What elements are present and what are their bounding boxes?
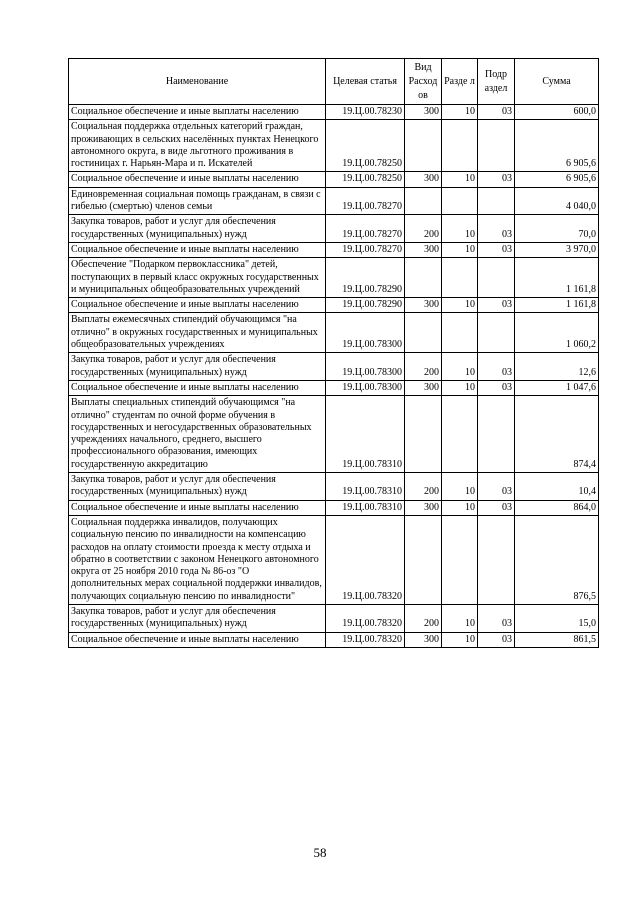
cell-target: 19.Ц.00.78300	[326, 313, 405, 353]
cell-vid: 300	[405, 298, 442, 313]
cell-sum: 1 161,8	[515, 298, 599, 313]
cell-name: Выплаты специальных стипендий обучающимся "на отлично" студентам по очной форме обучения в государственных и негосударственных образовательных учреждениях начального, среднего, высшего профессионального образования, имеющих государственную аккредитацию	[69, 396, 326, 473]
cell-razdel: 10	[442, 473, 478, 501]
cell-name: Социальное обеспечение и иные выплаты населению	[69, 298, 326, 313]
cell-vid: 300	[405, 500, 442, 515]
col-header-sum: Сумма	[515, 59, 599, 105]
cell-name: Социальное обеспечение и иные выплаты населению	[69, 632, 326, 647]
cell-razdel	[442, 515, 478, 604]
cell-razdel: 10	[442, 172, 478, 187]
cell-sum: 4 040,0	[515, 187, 599, 215]
cell-target: 19.Ц.00.78290	[326, 258, 405, 298]
cell-podrazdel: 03	[478, 215, 515, 243]
cell-razdel: 10	[442, 298, 478, 313]
table-row	[69, 105, 599, 120]
table-row	[69, 215, 599, 243]
cell-razdel: 10	[442, 242, 478, 257]
cell-vid: 300	[405, 242, 442, 257]
cell-sum: 876,5	[515, 515, 599, 604]
table-row	[69, 473, 599, 501]
cell-podrazdel: 03	[478, 380, 515, 395]
cell-target: 19.Ц.00.78270	[326, 187, 405, 215]
cell-target: 19.Ц.00.78310	[326, 500, 405, 515]
cell-vid: 300	[405, 632, 442, 647]
cell-razdel: 10	[442, 500, 478, 515]
cell-sum: 6 905,6	[515, 120, 599, 172]
cell-podrazdel: 03	[478, 604, 515, 632]
cell-sum: 15,0	[515, 604, 599, 632]
table-row	[69, 258, 599, 298]
cell-target: 19.Ц.00.78270	[326, 242, 405, 257]
table-row	[69, 298, 599, 313]
table-row	[69, 396, 599, 473]
cell-target: 19.Ц.00.78270	[326, 215, 405, 243]
table-row	[69, 500, 599, 515]
cell-target: 19.Ц.00.78290	[326, 298, 405, 313]
cell-razdel	[442, 187, 478, 215]
cell-vid: 200	[405, 604, 442, 632]
cell-sum: 12,6	[515, 353, 599, 381]
col-header-name: Наименование	[69, 59, 326, 105]
cell-vid	[405, 313, 442, 353]
cell-podrazdel: 03	[478, 172, 515, 187]
cell-name: Единовременная социальная помощь гражданам, в связи с гибелью (смертью) членов семьи	[69, 187, 326, 215]
cell-vid: 300	[405, 105, 442, 120]
cell-name: Социальное обеспечение и иные выплаты населению	[69, 500, 326, 515]
cell-razdel: 10	[442, 353, 478, 381]
cell-name: Социальное обеспечение и иные выплаты населению	[69, 242, 326, 257]
table-row	[69, 515, 599, 604]
table-row	[69, 120, 599, 172]
cell-vid: 300	[405, 380, 442, 395]
cell-sum: 861,5	[515, 632, 599, 647]
cell-target: 19.Ц.00.78320	[326, 515, 405, 604]
cell-podrazdel	[478, 187, 515, 215]
budget-table	[68, 58, 599, 648]
cell-sum: 3 970,0	[515, 242, 599, 257]
col-header-podrazdel: Подр аздел	[478, 59, 515, 105]
table-row	[69, 242, 599, 257]
cell-podrazdel: 03	[478, 632, 515, 647]
cell-podrazdel	[478, 258, 515, 298]
cell-podrazdel: 03	[478, 105, 515, 120]
cell-target: 19.Ц.00.78320	[326, 604, 405, 632]
cell-name: Социальное обеспечение и иные выплаты населению	[69, 172, 326, 187]
table-header-row	[69, 59, 599, 105]
table-row	[69, 632, 599, 647]
cell-sum: 10,4	[515, 473, 599, 501]
cell-razdel	[442, 120, 478, 172]
cell-razdel	[442, 396, 478, 473]
table-row	[69, 353, 599, 381]
cell-podrazdel	[478, 120, 515, 172]
cell-sum: 864,0	[515, 500, 599, 515]
cell-razdel: 10	[442, 604, 478, 632]
cell-vid	[405, 120, 442, 172]
cell-podrazdel: 03	[478, 298, 515, 313]
cell-razdel: 10	[442, 632, 478, 647]
cell-vid: 200	[405, 473, 442, 501]
cell-podrazdel: 03	[478, 353, 515, 381]
cell-name: Социальная поддержка инвалидов, получающих социальную пенсию по инвалидности на компенсацию расходов на оплату стоимости проезда к месту отдыха и обратно в соответствии с законом Ненецкого автономного округа от 25 ноября 2010 года № 86-оз "О дополнительных мерах социальной поддержки инвалидов, получающих социальную пенсию по инвалидности"	[69, 515, 326, 604]
cell-target: 19.Ц.00.78320	[326, 632, 405, 647]
cell-vid	[405, 187, 442, 215]
cell-vid	[405, 396, 442, 473]
cell-vid	[405, 258, 442, 298]
cell-sum: 600,0	[515, 105, 599, 120]
cell-razdel: 10	[442, 215, 478, 243]
cell-sum: 874,4	[515, 396, 599, 473]
cell-name: Закупка товаров, работ и услуг для обеспечения государственных (муниципальных) нужд	[69, 353, 326, 381]
cell-target: 19.Ц.00.78300	[326, 353, 405, 381]
cell-vid: 200	[405, 215, 442, 243]
cell-podrazdel	[478, 313, 515, 353]
cell-razdel	[442, 313, 478, 353]
table-row	[69, 380, 599, 395]
cell-target: 19.Ц.00.78310	[326, 396, 405, 473]
cell-razdel	[442, 258, 478, 298]
cell-target: 19.Ц.00.78250	[326, 172, 405, 187]
cell-podrazdel: 03	[478, 473, 515, 501]
cell-podrazdel: 03	[478, 500, 515, 515]
page-number: 58	[313, 845, 327, 860]
col-header-razdel: Разде л	[442, 59, 478, 105]
cell-sum: 70,0	[515, 215, 599, 243]
col-header-target: Целевая статья	[326, 59, 405, 105]
cell-sum: 6 905,6	[515, 172, 599, 187]
cell-sum: 1 161,8	[515, 258, 599, 298]
col-header-vid: Вид Расход ов	[405, 59, 442, 105]
cell-vid: 200	[405, 353, 442, 381]
cell-name: Социальное обеспечение и иные выплаты населению	[69, 105, 326, 120]
table-row	[69, 172, 599, 187]
cell-podrazdel	[478, 515, 515, 604]
cell-name: Обеспечение "Подарком первоклассника" детей, поступающих в первый класс окружных государственных и муниципальных общеобразовательных учреждений	[69, 258, 326, 298]
cell-target: 19.Ц.00.78230	[326, 105, 405, 120]
table-row	[69, 187, 599, 215]
cell-sum: 1 060,2	[515, 313, 599, 353]
cell-name: Закупка товаров, работ и услуг для обеспечения государственных (муниципальных) нужд	[69, 604, 326, 632]
cell-target: 19.Ц.00.78300	[326, 380, 405, 395]
cell-vid: 300	[405, 172, 442, 187]
cell-razdel: 10	[442, 380, 478, 395]
cell-name: Закупка товаров, работ и услуг для обеспечения государственных (муниципальных) нужд	[69, 215, 326, 243]
cell-razdel: 10	[442, 105, 478, 120]
cell-name: Социальная поддержка отдельных категорий граждан, проживающих в сельских населённых пунктах Ненецкого автономного округа, в виде льготного проживания в гостиницах г. Нарьян-Мара и п. Искателей	[69, 120, 326, 172]
cell-name: Социальное обеспечение и иные выплаты населению	[69, 380, 326, 395]
cell-target: 19.Ц.00.78250	[326, 120, 405, 172]
cell-podrazdel: 03	[478, 242, 515, 257]
table-row	[69, 604, 599, 632]
table-body	[69, 105, 599, 648]
cell-name: Закупка товаров, работ и услуг для обеспечения государственных (муниципальных) нужд	[69, 473, 326, 501]
cell-target: 19.Ц.00.78310	[326, 473, 405, 501]
cell-podrazdel	[478, 396, 515, 473]
cell-name: Выплаты ежемесячных стипендий обучающимся "на отлично" в окружных государственных и муниципальных общеобразовательных учреждениях	[69, 313, 326, 353]
cell-sum: 1 047,6	[515, 380, 599, 395]
cell-vid	[405, 515, 442, 604]
table-row	[69, 313, 599, 353]
